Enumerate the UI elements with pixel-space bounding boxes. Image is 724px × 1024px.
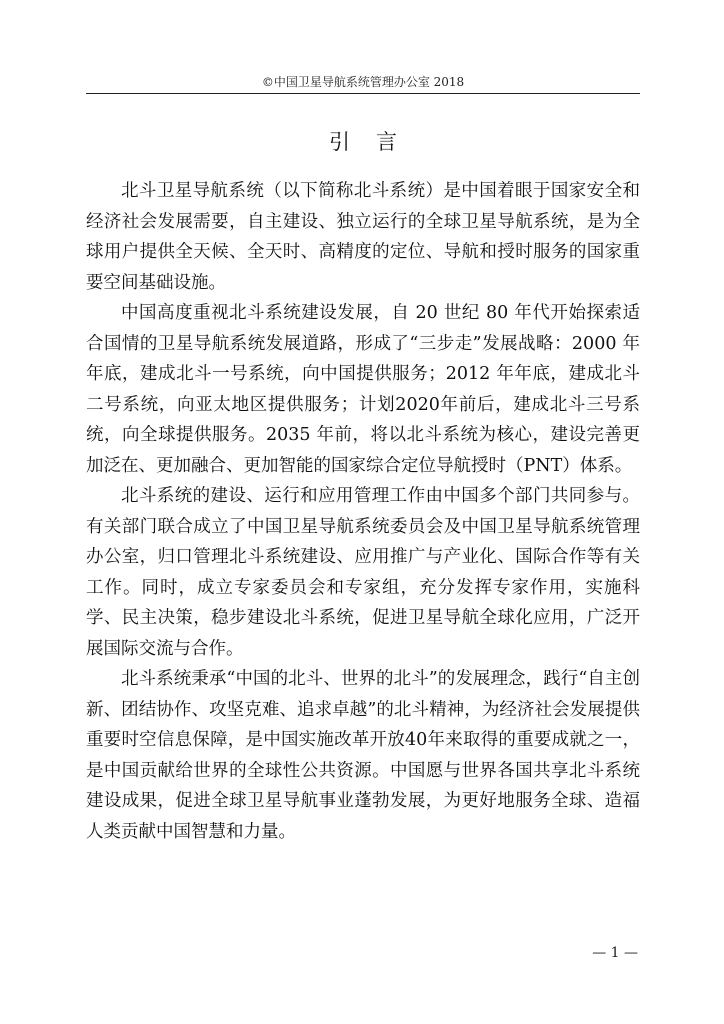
body-text — [86, 176, 640, 847]
section-title: 引言 — [329, 130, 423, 154]
running-header: ©中国卫星导航系统管理办公室 2018 — [261, 75, 465, 89]
paragraph-3: 北斗系统的建设、运行和应用管理工作由中国多个部门共同参与。有关部门联合成立了中国卫星导航系统委员会及中国卫星导航系统管理办公室，归口管理北斗系统建设、应用推广与产业化、国际合作等有关工作。同时，成立专家委员会和专家组，充分发挥专家作用，实施科学、民主决策，稳步建设北斗系统，促进卫星导航全球化应用，广泛开展国际交流与合作。 — [86, 486, 640, 659]
paragraph-4: 北斗系统秉承“中国的北斗、世界的北斗”的发展理念，践行“自主创新、团结协作、攻坚克难、追求卓越”的北斗精神，为经济社会发展提供重要时空信息保障，是中国实施改革开放40年来取得的重要成就之一，是中国贡献给世界的全球性公共资源。中国愿与世界各国共享北斗系统建设成果，促进全球卫星导航事业蓬勃发展，为更好地服务全球、造福人类贡献中国智慧和力量。 — [86, 669, 640, 842]
paragraph-2: 中国高度重视北斗系统建设发展，自 20 世纪 80 年代开始探索适合国情的卫星导航系统发展道路，形成了“三步走”发展战略：2000 年年底，建成北斗一号系统，向中国提供服务；2012 年年底，建成北斗二号系统，向亚太地区提供服务；计划2020年前后，建成北斗三号系统，向全球提供服务。2035 年前，将以北斗系统为核心，建设完善更加泛在、更加融合、更加智能的国家综合定位导航授时（PNT）体系。 — [86, 303, 640, 476]
page-number: — 1 — — [592, 945, 638, 961]
header-divider — [86, 93, 640, 94]
paragraph-1: 北斗卫星导航系统（以下简称北斗系统）是中国着眼于国家安全和经济社会发展需要，自主建设、独立运行的全球卫星导航系统，是为全球用户提供全天候、全天时、高精度的定位、导航和授时服务的国家重要空间基础设施。 — [86, 181, 640, 293]
